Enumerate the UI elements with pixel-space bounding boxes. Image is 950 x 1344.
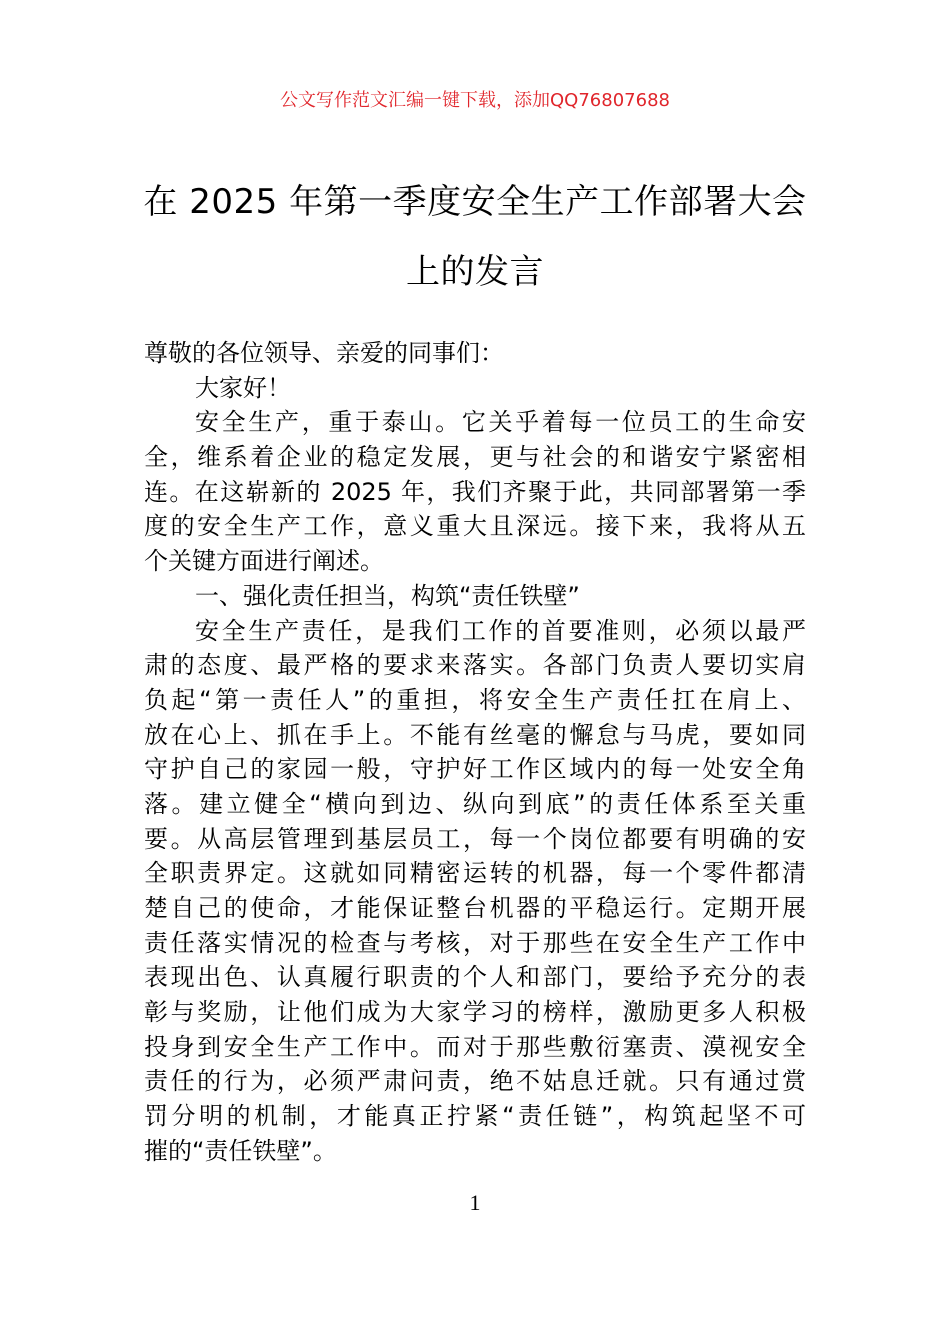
text-line: 责任的行为，必须严肃问责，绝不姑息迁就。只有通过赏 (144, 1067, 806, 1096)
text-line: 大家好！ (195, 373, 291, 402)
text-line: 彰与奖励，让他们成为大家学习的榜样，激励更多人积极 (144, 998, 806, 1027)
text-line: 全，维系着企业的稳定发展，更与社会的和谐安宁紧密相 (144, 443, 806, 472)
text-line: 责任落实情况的检查与考核，对于那些在安全生产工作中 (144, 928, 806, 957)
text-line: 负起“第一责任人”的重担，将安全生产责任扛在肩上、 (144, 685, 806, 714)
text-line: 摧的“责任铁壁”。 (144, 1136, 337, 1165)
text-line: 连。在这崭新的 2025 年，我们齐聚于此，共同部署第一季 (144, 477, 806, 506)
document-body (144, 336, 806, 1169)
text-line: 放在心上、抓在手上。不能有丝毫的懈怠与马虎，要如同 (144, 720, 806, 749)
text-line: 楚自己的使命，才能保证整台机器的平稳运行。定期开展 (144, 894, 806, 922)
text-line: 肃的态度、最严格的要求来落实。各部门负责人要切实肩 (144, 651, 806, 680)
text-line: 全职责界定。这就如同精密运转的机器，每一个零件都清 (144, 859, 806, 888)
text-line: 安全生产，重于泰山。它关乎着每一位员工的生命安 (195, 408, 806, 437)
text-line: 罚分明的机制，才能真正拧紧“责任链”，构筑起坚不可 (144, 1102, 806, 1131)
text-line: 尊敬的各位领导、亲爱的同事们： (144, 339, 504, 367)
text-line: 个关键方面进行阐述。 (144, 547, 384, 576)
document-title-line-2: 上的发言 (406, 252, 544, 292)
text-line: 投身到安全生产工作中。而对于那些敷衍塞责、漠视安全 (144, 1032, 806, 1061)
text-line: 度的安全生产工作，意义重大且深远。接下来，我将从五 (144, 512, 806, 541)
text-line: 落。建立健全“横向到边、纵向到底”的责任体系至关重 (144, 789, 806, 818)
text-line: 一、强化责任担当，构筑“责任铁壁” (195, 581, 580, 610)
text-line: 安全生产责任，是我们工作的首要准则，必须以最严 (195, 616, 806, 645)
text-line: 守护自己的家园一般，守护好工作区域内的每一处安全角 (144, 755, 806, 784)
text-line: 要。从高层管理到基层员工，每一个岗位都要有明确的安 (144, 824, 806, 853)
page-number: 1 (469, 1190, 481, 1215)
document-title-line-1: 在 2025 年第一季度安全生产工作部署大会 (143, 182, 807, 222)
watermark-banner: 公文写作范文汇编一键下载，添加QQ76807688 (280, 90, 670, 111)
text-line: 表现出色、认真履行职责的个人和部门，要给予充分的表 (144, 963, 806, 992)
